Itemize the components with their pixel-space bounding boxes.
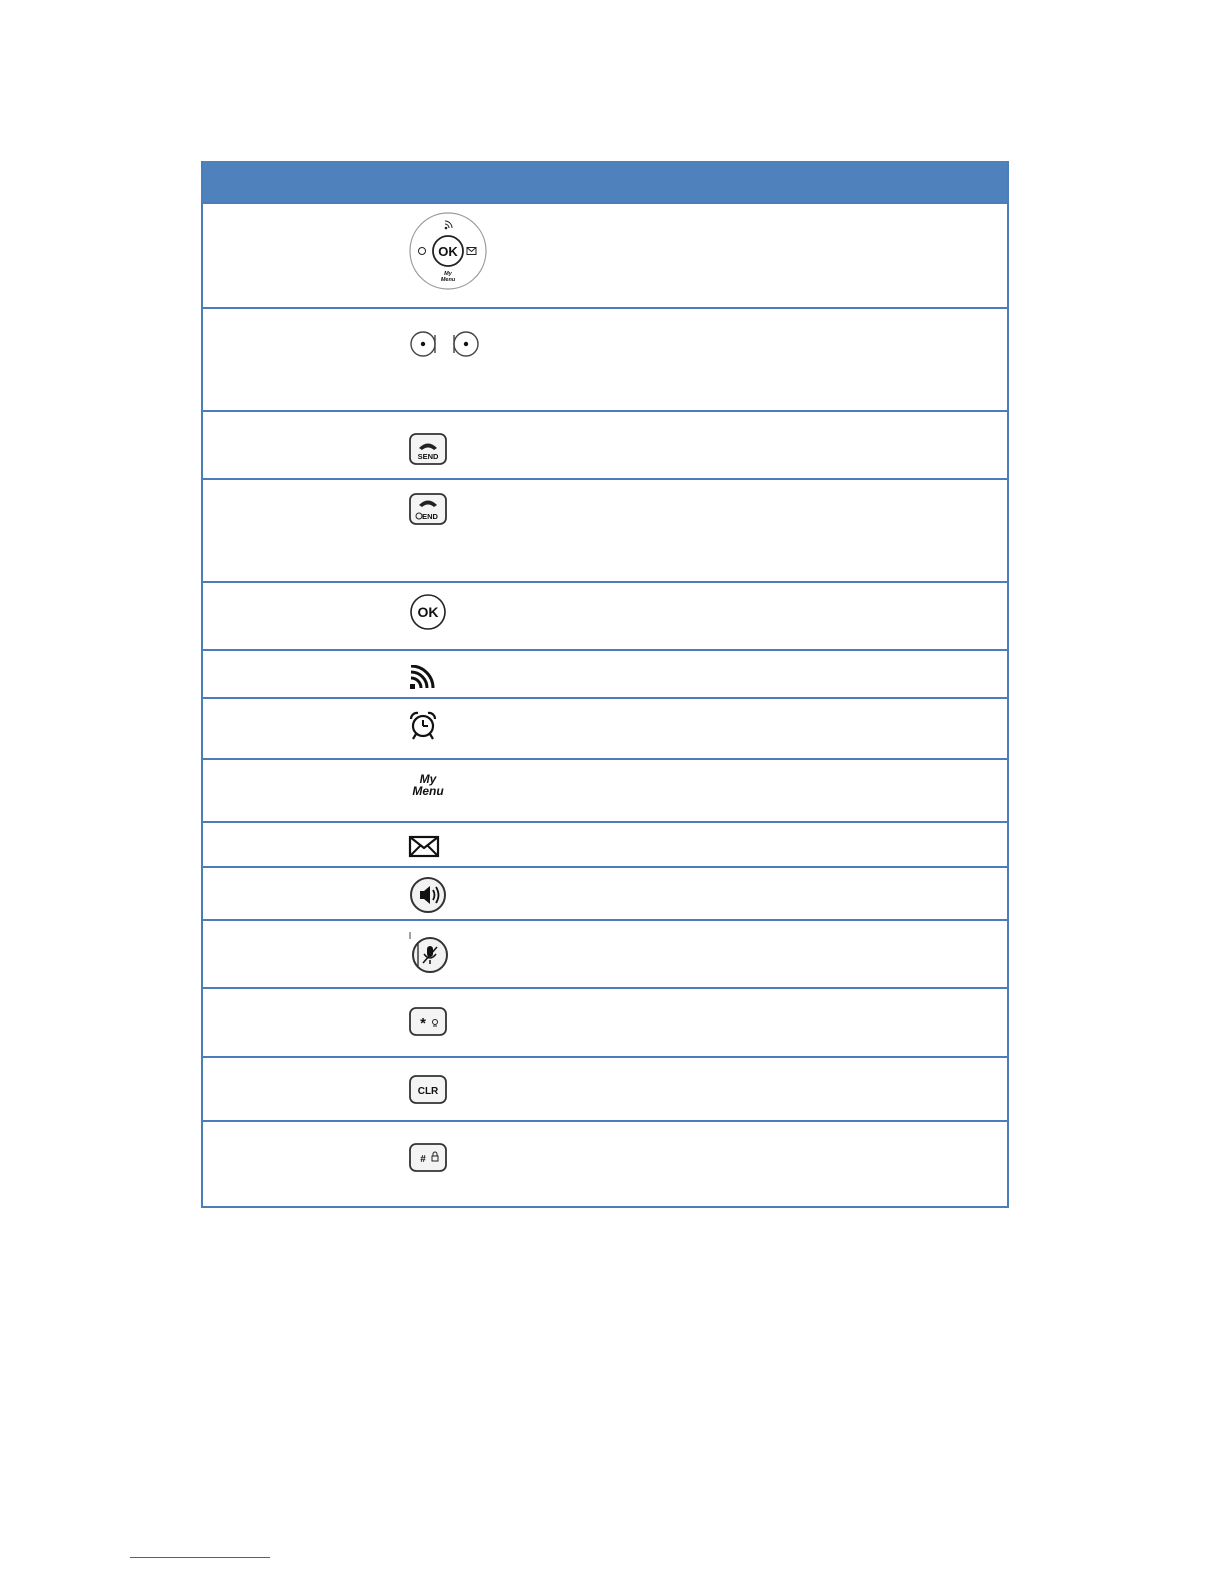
svg-text:OK: OK (438, 244, 458, 259)
table-header (203, 161, 1007, 202)
alarm-clock-icon (408, 711, 442, 741)
my-menu-line2: Menu (412, 784, 444, 798)
my-menu-icon (408, 773, 448, 797)
table-row (203, 202, 1007, 307)
svg-text:END: END (422, 512, 438, 521)
speaker-key-icon (408, 876, 448, 914)
clr-key-icon (408, 1074, 448, 1106)
table-row (203, 307, 1007, 410)
navigation-pad-icon (408, 211, 488, 291)
footnote-separator (130, 1557, 270, 1558)
mute-key-icon (408, 931, 450, 977)
table-row (203, 1120, 1007, 1206)
table-row (203, 987, 1007, 1056)
svg-text:CLR: CLR (417, 1086, 439, 1097)
ok-key-icon (408, 592, 448, 632)
pound-key-icon (408, 1142, 448, 1174)
table-row (203, 649, 1007, 697)
star-key-icon (408, 1006, 448, 1038)
table-row (203, 821, 1007, 866)
send-key-icon (408, 432, 448, 466)
table-row (203, 919, 1007, 987)
table-row (203, 697, 1007, 758)
svg-text:SEND: SEND (417, 452, 439, 461)
table-row (203, 1056, 1007, 1120)
svg-text:OK: OK (417, 604, 439, 620)
key-table (201, 161, 1009, 1208)
svg-text:My: My (444, 271, 452, 277)
signal-icon (408, 665, 438, 691)
end-key-icon (408, 492, 448, 526)
svg-text:*: * (420, 1015, 426, 1032)
table-row (203, 410, 1007, 478)
svg-text:#: # (420, 1154, 426, 1165)
table-row (203, 866, 1007, 919)
soft-keys-icon (408, 331, 482, 359)
table-row (203, 581, 1007, 649)
envelope-icon (408, 835, 440, 859)
table-row (203, 758, 1007, 821)
table-row (203, 478, 1007, 581)
my-menu-line1: My (419, 772, 437, 786)
svg-text:Menu: Menu (440, 277, 456, 283)
